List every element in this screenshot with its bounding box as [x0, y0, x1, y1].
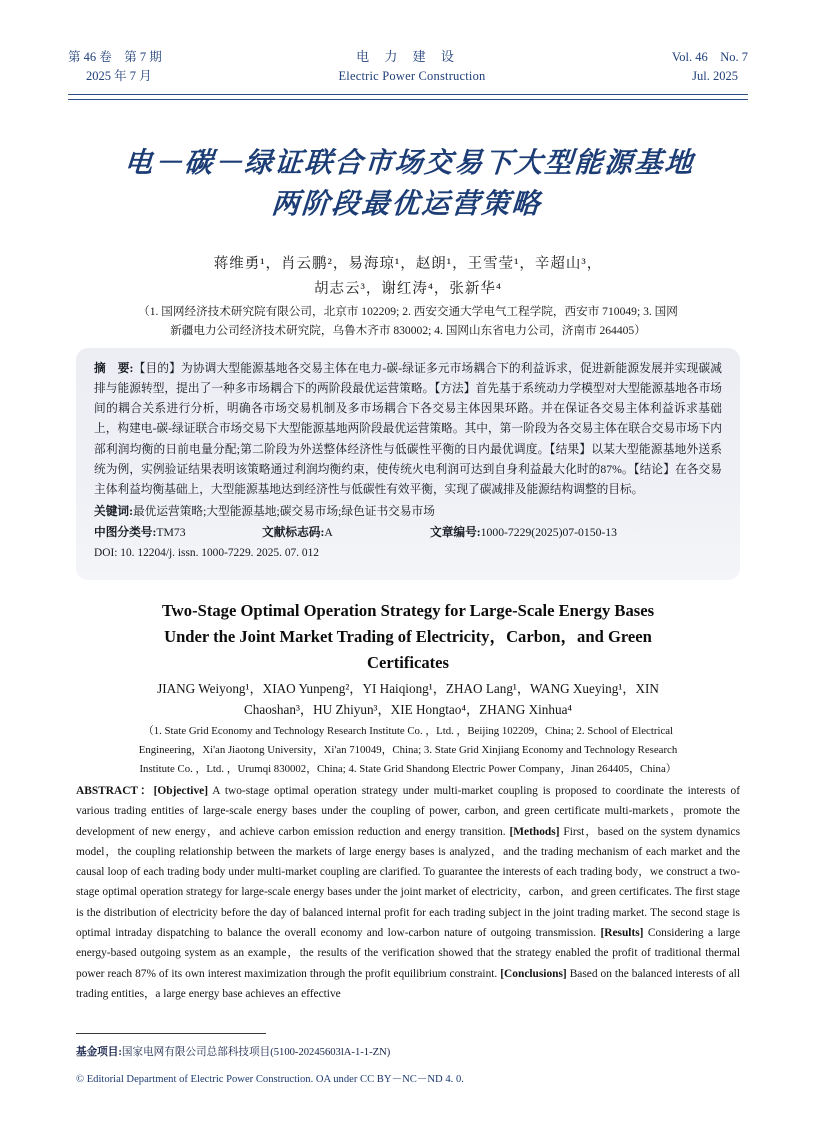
issue-date-cn: 2025 年 7 月 — [86, 68, 152, 83]
clc-label: 中图分类号: — [94, 525, 157, 539]
authors-cn-line-2: 胡志云³，谢红涛⁴，张新华⁴ — [314, 281, 502, 298]
doi-line — [94, 544, 722, 563]
abstract-en-conclusions-label: [Conclusions] — [500, 967, 567, 980]
running-head-row-bottom — [68, 67, 748, 85]
title-cn-line-2: 两阶段最优运营策略 — [270, 187, 543, 221]
abstract-cn-body: 【目的】为协调大型能源基地各交易主体在电力-碳-绿证多元市场耦合下的利益诉求，促进新能源发展并实现碳减排与能源转型，提出了一种多市场耦合下的两阶段最优运营策略。【方法】首先基于系统动力学模型对大型能源基地各市场间的耦合关系进行分析，明确各市场交易机制及多市场耦合下各交易主体因果环路。并在保证各交易主体利益诉求基础上，构建电-碳-绿证联合市场交易下大型能源基地两阶段最优运营策略。其中，第一阶段为各交易主体在联合交易市场下内部利润均衡的日前电量分配;第二阶段为外送整体经济性与低碳性平衡的日内最优调度。【结果】以某大型能源基地外送系统为例，实例验证结果表明该策略通过利润均衡约束，使传统火电利润可达到自身利益最大化时的87%。【结论】在各交易主体利益均衡基础上，大型能源基地达到经济性与低碳性有效平衡，实现了碳减排及能源结构调整的目标。 — [94, 362, 722, 496]
fund-note — [76, 1045, 740, 1062]
abstract-en-label: ABSTRACT： — [76, 785, 154, 797]
author-list-en — [98, 678, 718, 721]
title-en-line-2: Under the Joint Market Trading of Electricity，Carbon，and Green — [164, 627, 652, 647]
volume-issue-en: Vol. 46 No. 7 — [671, 50, 748, 64]
author-list-cn — [68, 252, 748, 303]
article-id-value: 1000-7229(2025)07-0150-13 — [480, 525, 617, 539]
issue-date-en: Jul. 2025 — [692, 68, 738, 83]
title-en-line-3: Certificates — [367, 653, 449, 673]
authors-cn-line-1: 蒋维勇¹，肖云鹏²，易海琼¹，赵朗¹，王雪莹¹，辛超山³， — [213, 256, 603, 272]
doc-code-segment — [262, 523, 430, 544]
affiliations-en-line-1: （1. State Grid Economy and Technology Research Institute Co. ，Ltd. ，Beijing 102209，China; 2. School of Electrical — [142, 725, 674, 737]
affiliation-list-en — [92, 722, 724, 778]
volume-issue-cn: 第 46 卷 第 7 期 — [68, 50, 162, 64]
running-head — [68, 48, 748, 94]
keywords-cn-line — [94, 502, 722, 523]
affiliation-list-cn — [70, 303, 746, 341]
abstract-en-objective-label: [Objective] — [153, 785, 208, 797]
affiliations-cn-line-1: （1. 国网经济技术研究院有限公司，北京市 102209; 2. 西安交通大学电气工程学院，西安市 710049; 3. 国网 — [138, 305, 678, 318]
abstract-cn-text — [94, 359, 722, 500]
copyright-note: © Editorial Department of Electric Power Construction. OA under CC BY－NC－ND 4. 0. — [76, 1074, 464, 1085]
article-id-segment — [430, 523, 722, 544]
abstract-en-methods-label: [Methods] — [509, 825, 560, 838]
article-id-label: 文章编号: — [430, 525, 481, 539]
fund-label: 基金项目: — [76, 1047, 122, 1058]
authors-en-line-2: Chaoshan³，HU Zhiyun³，XIE Hongtao⁴，ZHANG Xinhua⁴ — [243, 702, 573, 718]
affiliations-en-line-3: Institute Co. ，Ltd. ，Urumqi 830002，China; 4. State Grid Shandong Electric Power Company，Jinan 264405，China） — [139, 762, 677, 775]
page-title-en — [108, 598, 708, 677]
journal-title-en: Electric Power Construction — [338, 68, 486, 83]
doi-label: DOI: — [94, 546, 118, 559]
doc-code-value: A — [324, 525, 333, 539]
doc-code-label: 文献标志码: — [262, 525, 325, 539]
title-en-line-1: Two-Stage Optimal Operation Strategy for Large-Scale Energy Bases — [161, 601, 655, 620]
clc-value: TM73 — [156, 525, 186, 539]
abstract-en-objective-text: A two-stage optimal operation strategy under multi-market coupling is proposed to coordinate the interests of various trading entities of large-scale energy bases under the coupling of power, carbon, and green certificate multi-markets，promote the development of new energy，and achieve carbon emission reduction and energy transition. — [76, 785, 740, 838]
abstract-box-cn — [76, 348, 740, 580]
footnote-rule — [76, 1033, 266, 1034]
page-title-cn — [65, 142, 751, 225]
abstract-en-results-label: [Results] — [600, 927, 644, 940]
abstract-en-results-text: Considering a large energy-based outgoing system as an example，the results of the verification showed that the strategy enabled the profit of traditional thermal power reach 87% of its own interest maximization through the profit equilibrium constraint. — [76, 927, 741, 980]
authors-en-line-1: JIANG Weiyong¹，XIAO Yunpeng²，YI Haiqiong¹，ZHAO Lang¹，WANG Xueying¹，XIN — [157, 681, 659, 696]
classification-line — [94, 523, 722, 544]
abstract-en-conclusions-text: Based on the balanced interests of all trading entities，a large energy base achieves an effective — [76, 967, 740, 1000]
keywords-cn-value: 最优运营策略;大型能源基地;碳交易市场;绿色证书交易市场 — [132, 504, 435, 518]
keywords-cn-label: 关键词: — [94, 504, 133, 518]
title-cn-line-1: 电－碳－绿证联合市场交易下大型能源基地 — [123, 146, 696, 179]
fund-text: 国家电网有限公司总部科技项目(5100-20245603lA-1-1-ZN) — [121, 1047, 391, 1058]
clc-segment — [94, 523, 262, 544]
header-rule — [68, 94, 748, 100]
journal-title-cn: 电 力 建 设 — [356, 49, 460, 64]
doi-value[interactable]: 10. 12204/j. issn. 1000-7229. 2025. 07. 012 — [120, 546, 319, 559]
abstract-en-methods-text: First，based on the system dynamics model，the coupling relationship between the markets of large energy bases is analyzed，and the trading mechanism of each market and the causal loop of each trading body under multi-market coupling are clarified. To guarantee the interests of each trading body，we construct a two-stage optimal operation strategy for large-scale energy bases under the joint market of electricity，carbon，and green certificates. The first stage is the distribution of electricity before the day of balanced internal profit for each trading subject in the joint trading market. The second stage is optimal intraday dispatching to balance the overall economy and low-carbon nature of outgoing transmission. — [76, 825, 741, 940]
abstract-cn-label: 摘 要: — [94, 362, 134, 375]
abstract-en — [76, 781, 740, 1004]
affiliations-cn-line-2: 新疆电力公司经济技术研究院，乌鲁木齐市 830002; 4. 国网山东省电力公司，济南市 264405） — [170, 323, 646, 337]
running-head-row-top — [68, 48, 748, 67]
affiliations-en-line-2: Engineering，Xi'an Jiaotong University，Xi'an 710049，China; 3. State Grid Xinjiang Economy and Technology Research — [138, 743, 678, 756]
